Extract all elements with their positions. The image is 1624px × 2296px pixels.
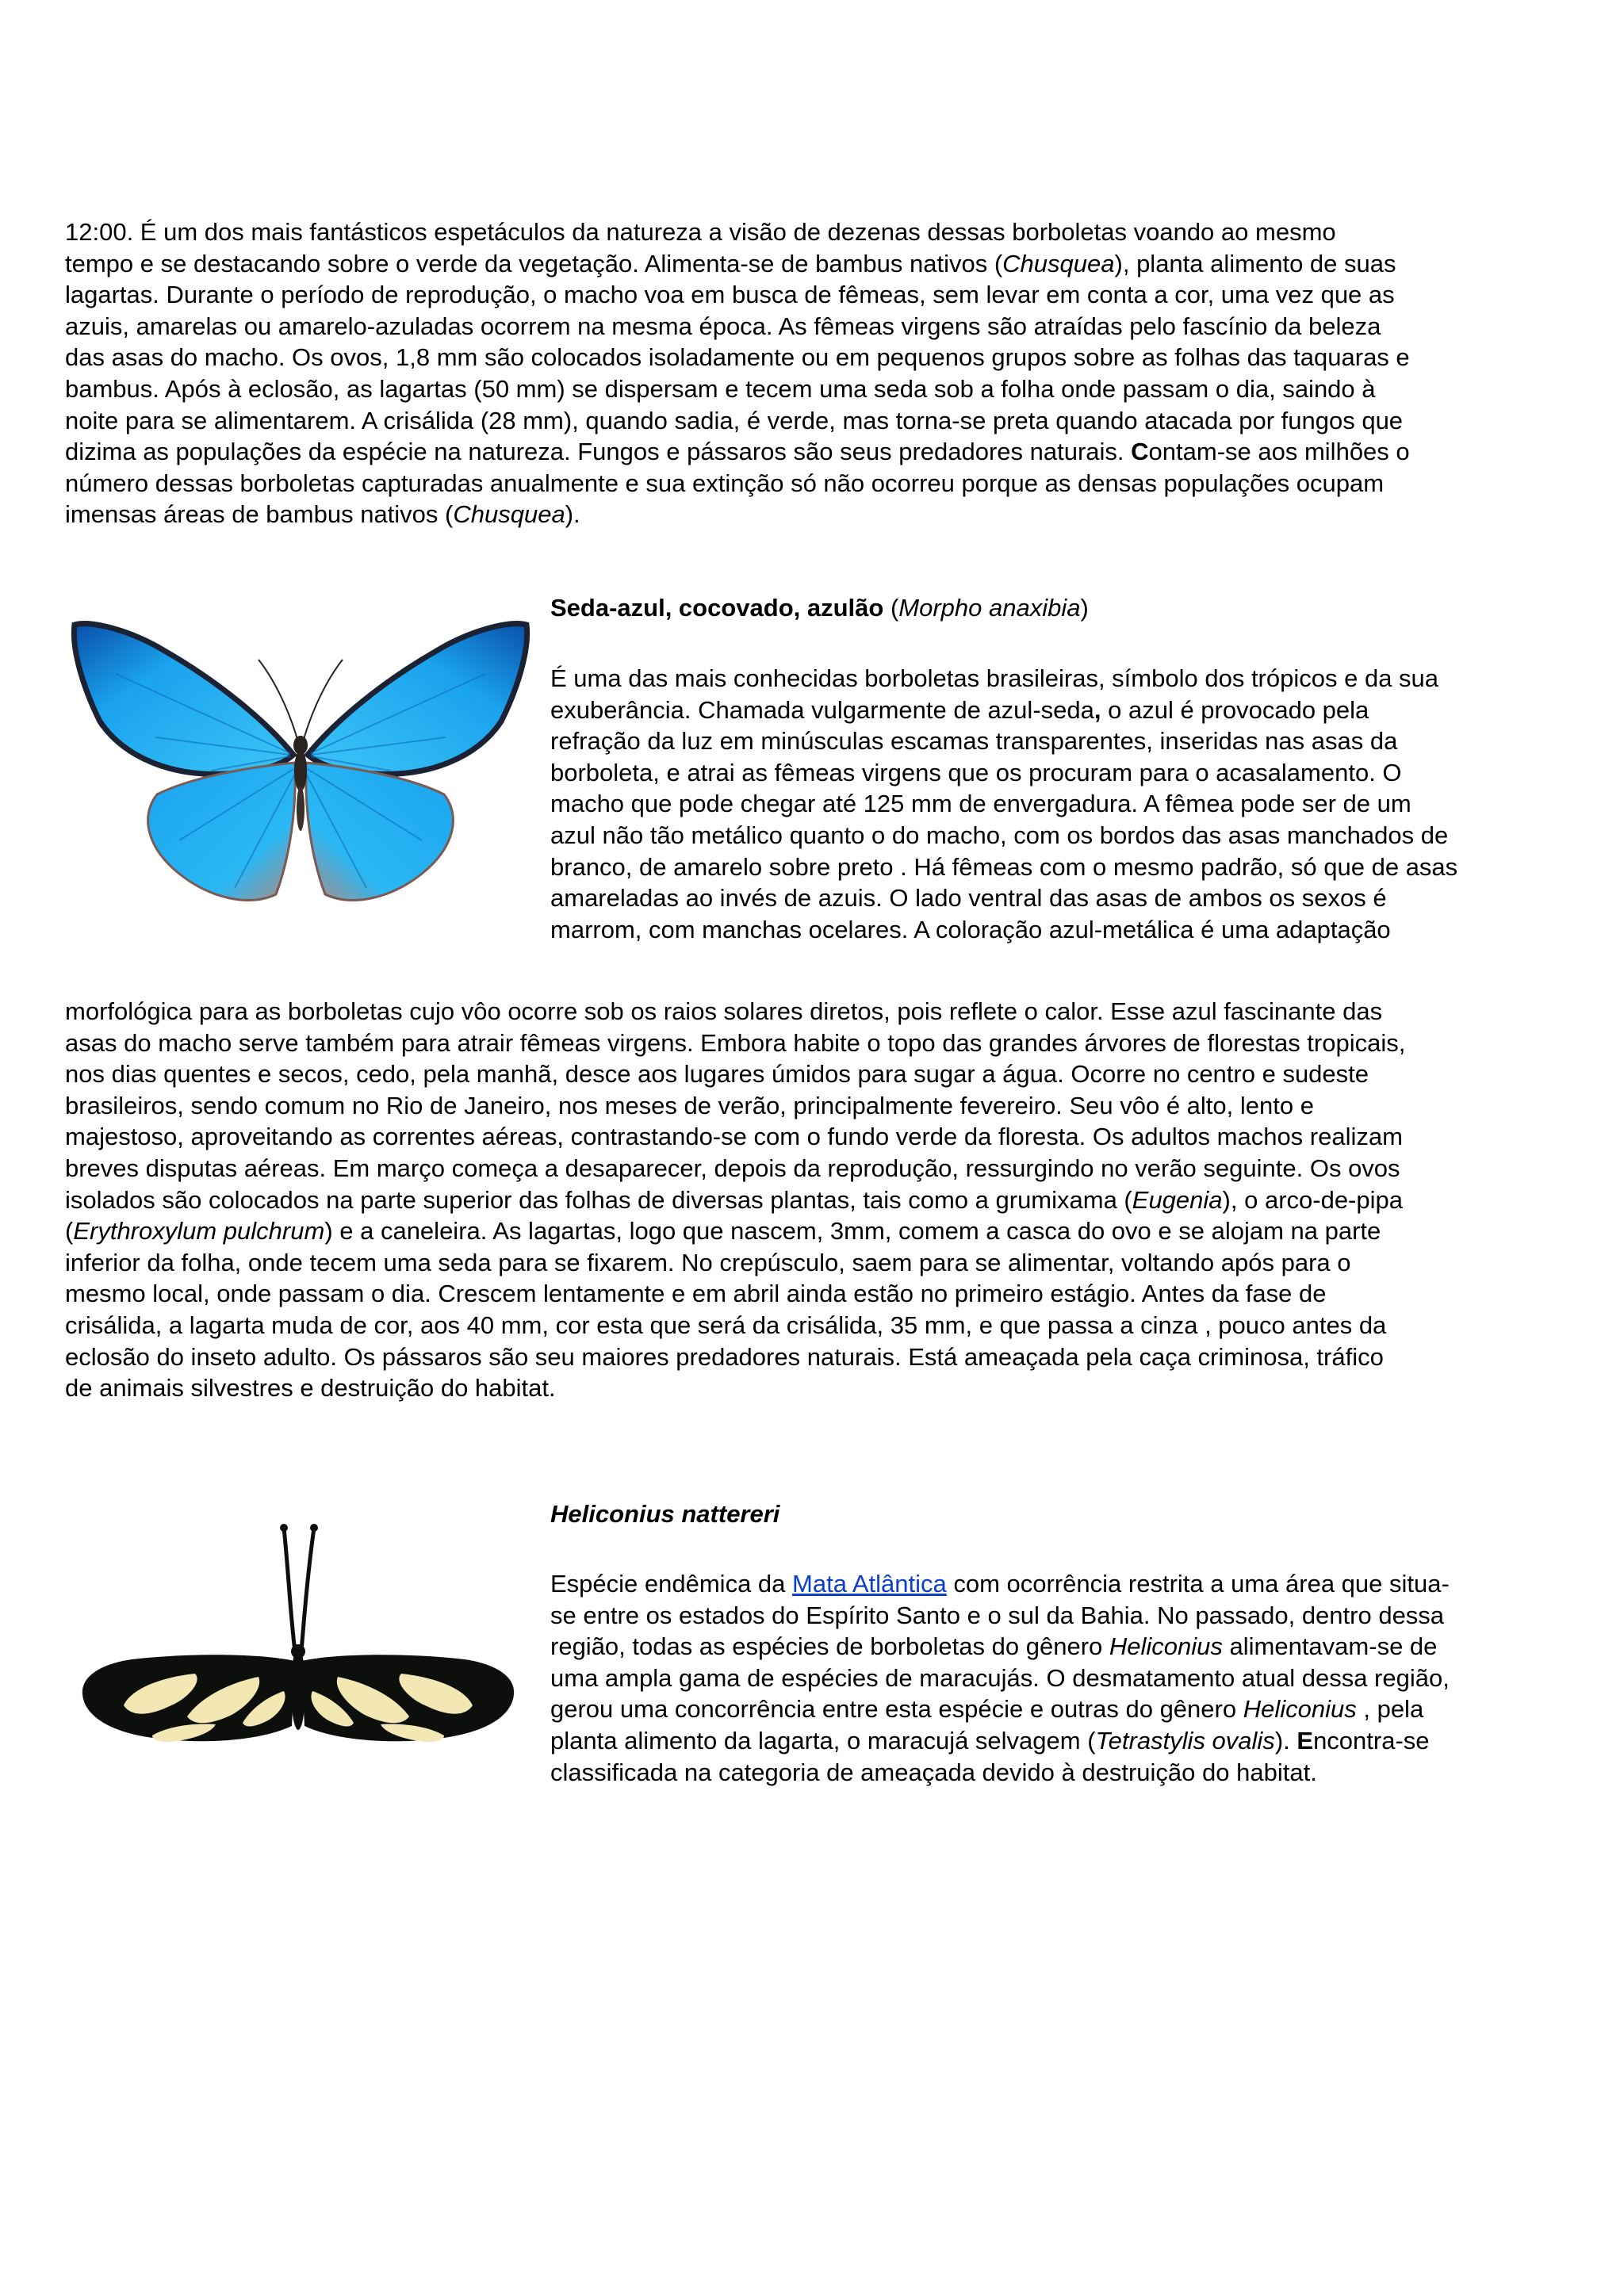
text-line xyxy=(65,1247,1405,1279)
text-line xyxy=(65,1372,1405,1404)
text-run: ) xyxy=(1080,594,1089,622)
text-run: ontam-se aos milhões o xyxy=(1148,438,1410,466)
text-run: amareladas ao invés de azuis. O lado ventral das asas de ambos os sexos é xyxy=(550,884,1387,913)
bold-text: , xyxy=(1094,695,1101,724)
text-run: exuberância. Chamada vulgarmente de azul-seda xyxy=(550,695,1094,724)
text-run: azuis, amarelas ou amarelo-azuladas ocorrem na mesma época. As fêmeas virgens são atraídas pelo fascínio da beleza xyxy=(65,312,1381,340)
text-run: bambus. Após à eclosão, as lagartas (50 mm) se dispersam e tecem uma seda sob a folha onde passam o dia, saindo à xyxy=(65,374,1376,403)
text-line xyxy=(550,851,1457,883)
text-run: morfológica para as borboletas cujo vôo ocorre sob os raios solares diretos, pois reflete o calor. Esse azul fascinante das xyxy=(65,997,1383,1025)
text-line xyxy=(550,725,1457,757)
text-run: lagartas. Durante o período de reprodução, o macho voa em busca de fêmeas, sem levar em conta a cor, uma vez que as xyxy=(65,281,1395,309)
text-run: Espécie endêmica da xyxy=(550,1570,793,1598)
bold-text: C xyxy=(1131,438,1149,466)
text-run: região, todas as espécies de borboletas do gênero xyxy=(550,1632,1109,1661)
text-run: se entre os estados do Espírito Santo e o sul da Bahia. No passado, dentro dessa xyxy=(550,1601,1445,1629)
italic-text: Chusquea xyxy=(1002,249,1115,277)
text-run: , pela xyxy=(1356,1695,1424,1724)
bold-italic-text: Heliconius nattereri xyxy=(550,1500,780,1528)
text-run: breves disputas aéreas. Em março começa a desaparecer, depois da reprodução, ressurgindo no verão seguinte. Os ovos xyxy=(65,1154,1400,1182)
text-line xyxy=(65,1090,1405,1122)
bold-text: E xyxy=(1297,1726,1314,1755)
text-run: ), o arco-de-pipa xyxy=(1222,1185,1403,1214)
text-run: o azul é provocado pela xyxy=(1101,695,1369,724)
italic-text: Chusquea xyxy=(453,500,565,529)
italic-text: Heliconius xyxy=(1243,1695,1357,1724)
text-line xyxy=(65,1027,1405,1059)
morpho-anaxibia-butterfly-image xyxy=(68,587,533,912)
text-line xyxy=(550,1631,1450,1663)
text-run: com ocorrência restrita a uma área que situa- xyxy=(946,1570,1450,1598)
text-run: macho que pode chegar até 125 mm de envergadura. A fêmea pode ser de um xyxy=(550,790,1411,818)
text-run: planta alimento da lagarta, o maracujá selvagem ( xyxy=(550,1726,1096,1755)
text-line xyxy=(65,1058,1405,1090)
text-line xyxy=(550,882,1457,914)
heliconius-description xyxy=(550,1568,1450,1788)
text-run: refração da luz em minúsculas escamas transparentes, inseridas nas asas da xyxy=(550,727,1398,756)
italic-text: Morpho anaxibia xyxy=(898,594,1081,622)
text-run: isolados são colocados na parte superior das folhas de diversas plantas, tais como a grumixama ( xyxy=(65,1185,1132,1214)
text-run: borboleta, e atrai as fêmeas virgens que os procuram para o acasalamento. O xyxy=(550,758,1402,786)
text-run: mesmo local, onde passam o dia. Crescem lentamente e em abril ainda estão no primeiro estágio. Antes da fase de xyxy=(65,1280,1327,1308)
morpho-section-heading xyxy=(550,592,1089,624)
text-run: ncontra-se xyxy=(1313,1726,1430,1755)
text-line xyxy=(65,1153,1405,1184)
text-line xyxy=(550,1568,1450,1600)
text-run: crisálida, a lagarta muda de cor, aos 40 mm, cor esta que será da crisálida, 35 mm, e que passa a cinza , pouco antes da xyxy=(65,1311,1387,1339)
text-run: inferior da folha, onde tecem uma seda para se fixarem. No crepúsculo, saem para se alimentar, voltando após para o xyxy=(65,1248,1351,1276)
text-run: brasileiros, sendo comum no Rio de Janeiro, nos meses de verão, principalmente fevereiro. Seu vôo é alto, lento e xyxy=(65,1091,1314,1119)
italic-text: Eugenia xyxy=(1132,1185,1223,1214)
text-line xyxy=(65,1341,1405,1373)
text-line xyxy=(65,1310,1405,1341)
text-run: ( xyxy=(65,1217,74,1246)
morpho-description-continued xyxy=(65,996,1405,1404)
text-line xyxy=(65,468,1410,499)
text-run: ( xyxy=(883,594,899,622)
text-run: nos dias quentes e secos, cedo, pela manhã, desce aos lugares úmidos para sugar a água. Ocorre no centro e sudeste xyxy=(65,1060,1369,1089)
italic-text: Tetrastylis ovalis xyxy=(1095,1726,1275,1755)
text-line xyxy=(65,1121,1405,1153)
text-run: noite para se alimentarem. A crisálida (28 mm), quando sadia, é verde, mas torna-se preta quando atacada por fungos que xyxy=(65,406,1404,434)
text-line xyxy=(65,311,1410,342)
text-run: de animais silvestres e destruição do habitat. xyxy=(65,1374,556,1402)
text-run: dizima as populações da espécie na natureza. Fungos e pássaros são seus predadores naturais. xyxy=(65,438,1132,466)
text-run: marrom, com manchas ocelares. A coloração azul-metálica é uma adaptação xyxy=(550,915,1391,943)
text-line xyxy=(65,342,1410,373)
bold-text: Seda-azul, cocovado, azulão xyxy=(550,594,884,622)
text-line xyxy=(65,1215,1405,1247)
text-line xyxy=(550,1600,1450,1632)
text-line xyxy=(65,1278,1405,1310)
text-run: alimentavam-se de xyxy=(1222,1632,1438,1661)
text-line xyxy=(550,1663,1450,1694)
text-line xyxy=(550,695,1457,726)
heliconius-section-heading xyxy=(550,1498,779,1530)
text-line xyxy=(550,1693,1450,1725)
intro-paragraph xyxy=(65,216,1410,530)
text-line xyxy=(550,757,1457,789)
text-run: ) e a caneleira. As lagartas, logo que nascem, 3mm, comem a casca do ovo e se alojam na parte xyxy=(324,1217,1381,1246)
text-run: imensas áreas de bambus nativos ( xyxy=(65,500,454,529)
text-run: das asas do macho. Os ovos, 1,8 mm são colocados isoladamente ou em pequenos grupos sobre as folhas das taquaras e xyxy=(65,343,1410,372)
text-run: tempo e se destacando sobre o verde da vegetação. Alimenta-se de bambus nativos ( xyxy=(65,249,1003,277)
text-run: branco, de amarelo sobre preto . Há fêmeas com o mesmo padrão, só que de asas xyxy=(550,852,1458,881)
morpho-description xyxy=(550,663,1457,945)
text-line xyxy=(65,373,1410,405)
text-run: classificada na categoria de ameaçada devido à destruição do habitat. xyxy=(550,1758,1317,1786)
text-run: ). xyxy=(565,500,580,529)
mata-atlantica-link[interactable]: Mata Atlântica xyxy=(792,1570,947,1598)
text-line xyxy=(65,996,1405,1027)
text-run: asas do macho serve também para atrair fêmeas virgens. Embora habite o topo das grandes árvores de florestas tropicais, xyxy=(65,1028,1406,1057)
text-run: eclosão do inseto adulto. Os pássaros são seu maiores predadores naturais. Está ameaçada pela caça criminosa, tráfico xyxy=(65,1342,1384,1371)
text-line xyxy=(65,279,1410,311)
text-line xyxy=(550,788,1457,820)
text-line xyxy=(550,1757,1450,1789)
text-run: 12:00. É um dos mais fantásticos espetáculos da natureza a visão de dezenas dessas borboletas voando ao mesmo xyxy=(65,218,1336,246)
text-run: azul não tão metálico quanto o do macho, com os bordos das asas manchados de xyxy=(550,821,1449,849)
italic-text: Heliconius xyxy=(1109,1632,1223,1661)
italic-text: Erythroxylum pulchrum xyxy=(73,1217,325,1246)
text-line xyxy=(65,1184,1405,1216)
text-line xyxy=(550,820,1457,851)
text-line xyxy=(550,914,1457,946)
text-line xyxy=(65,436,1410,468)
text-run: majestoso, aproveitando as correntes aéreas, contrastando-se com o fundo verde da floresta. Os adultos machos realizam xyxy=(65,1123,1403,1151)
text-line xyxy=(65,216,1410,248)
text-run: uma ampla gama de espécies de maracujás. O desmatamento atual dessa região, xyxy=(550,1663,1450,1692)
text-run: gerou uma concorrência entre esta espécie e outras do gênero xyxy=(550,1695,1243,1724)
text-line xyxy=(65,248,1410,280)
text-line xyxy=(65,499,1410,530)
text-line xyxy=(550,663,1457,695)
heliconius-nattereri-butterfly-image xyxy=(76,1518,520,1772)
text-line xyxy=(65,405,1410,437)
text-run: ), planta alimento de suas xyxy=(1114,249,1396,277)
text-run: É uma das mais conhecidas borboletas brasileiras, símbolo dos trópicos e da sua xyxy=(550,664,1439,692)
text-line xyxy=(550,1725,1450,1757)
text-run: ). xyxy=(1274,1726,1297,1755)
text-run: número dessas borboletas capturadas anualmente e sua extinção só não ocorreu porque as densas populações ocupam xyxy=(65,469,1385,497)
